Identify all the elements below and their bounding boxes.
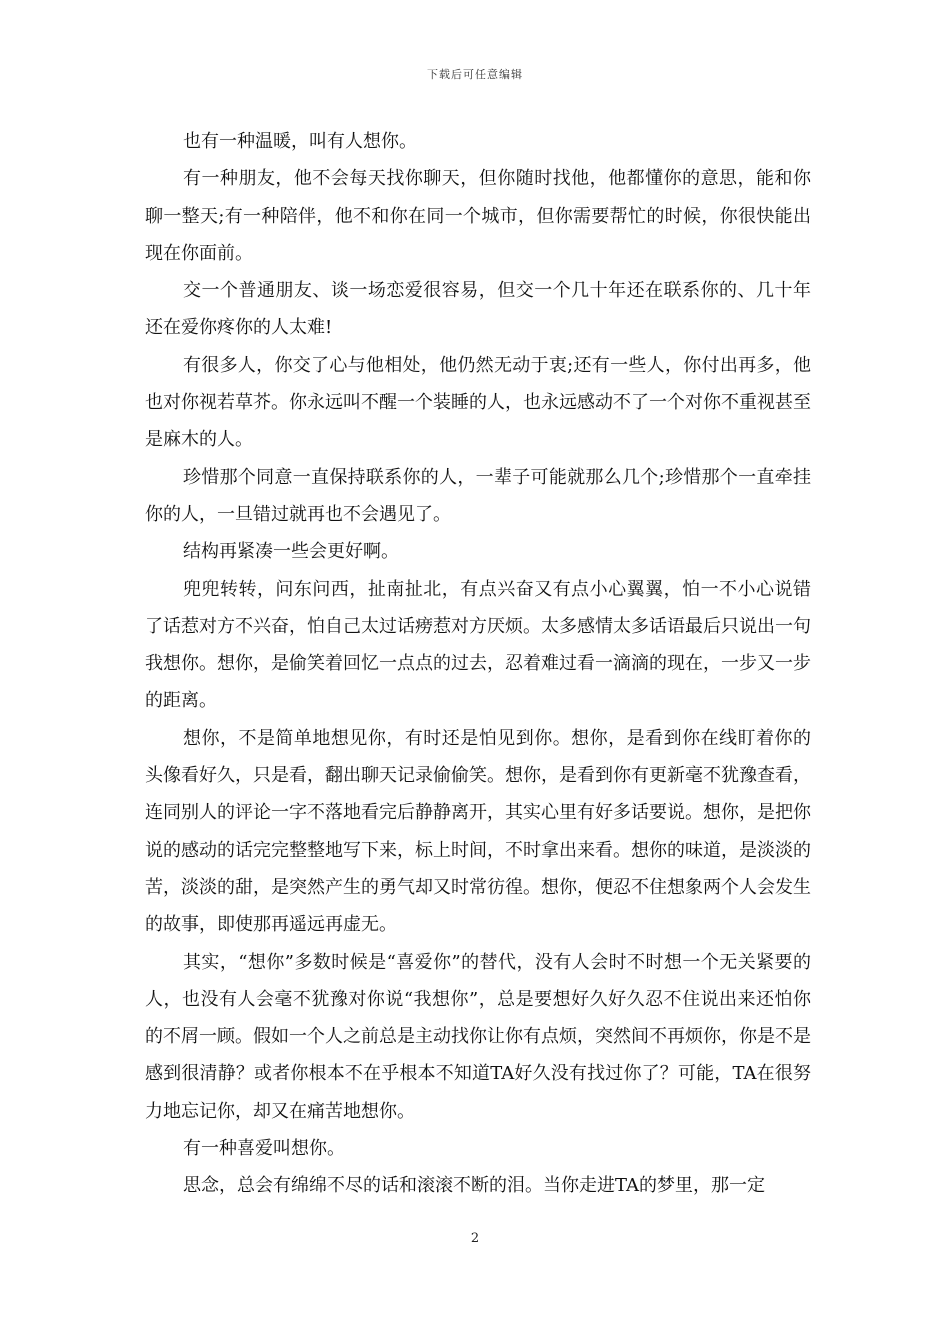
paragraph: 有一种喜爱叫想你。 [183,1138,345,1160]
page-number: 2 [470,1231,480,1246]
paragraph: 想你，不是简单地想见你，有时还是怕见到你。想你，是看到你在线盯着你的头像看好久，只是看，翻出聊天记录偷偷笑。想你，是看到你有更新毫不犹豫查看，连同别人的评论一字不落地看完后静静离开，其实心里有好多话要说。想你，是把你说的感动的话完完整整地写下来，标上时间，不时拿出来看。想你的味道，是淡淡的苦，淡淡的甜，是突然产生的勇气却又时常彷徨。想你，便忍不住想象两个人会发生的故事，即使那再遥远再虚无。 [145,727,811,936]
paragraph: 其实，“想你”多数时候是“喜爱你”的替代，没有人会时不时想一个无关紧要的人，也没有人会毫不犹豫对你说“我想你”，总是要想好久好久忍不住说出来还怕你的不屑一顾。假如一个人之前总是主动找你让你有点烦，突然间不再烦你，你是不是感到很清静？或者你根本不在乎根本不知道TA好久没有找过你了？可能，TA在很努力地忘记你，却又在痛苦地想你。 [145,951,811,1122]
document-body [145,123,811,1205]
paragraph: 思念，总会有绵绵不尽的话和滚滚不断的泪。当你走进TA的梦里，那一定 [183,1175,766,1197]
paragraph: 有很多人，你交了心与他相处，他仍然无动于衷;还有一些人，你付出再多，他也对你视若草芥。你永远叫不醒一个装睡的人，也永远感动不了一个对你不重视甚至是麻木的人。 [145,354,811,451]
paragraph: 结构再紧凑一些会更好啊。 [183,541,399,563]
paragraph: 也有一种温暖，叫有人想你。 [183,131,417,152]
paragraph: 珍惜那个同意一直保持联系你的人，一辈子可能就那么几个;珍惜那个一直牵挂你的人，一旦错过就再也不会遇见了。 [145,466,811,525]
paragraph: 有一种朋友，他不会每天找你聊天，但你随时找他，他都懂你的意思，能和你聊一整天;有一种陪伴，他不和你在同一个城市，但你需要帮忙的时候，你很快能出现在你面前。 [145,168,811,264]
paragraph: 兜兜转转，问东问西，扯南扯北，有点兴奋又有点小心翼翼，怕一不小心说错了话惹对方不兴奋，怕自己太过话痨惹对方厌烦。太多感情太多话语最后只说出一句我想你。想你，是偷笑着回忆一点点的过去，忍着难过看一滴滴的现在，一步又一步的距离。 [145,578,811,712]
paragraph: 交一个普通朋友、谈一场恋爱很容易，但交一个几十年还在联系你的、几十年还在爱你疼你的人太难! [145,280,811,339]
page-header: 下载后可任意编辑 [427,68,523,81]
